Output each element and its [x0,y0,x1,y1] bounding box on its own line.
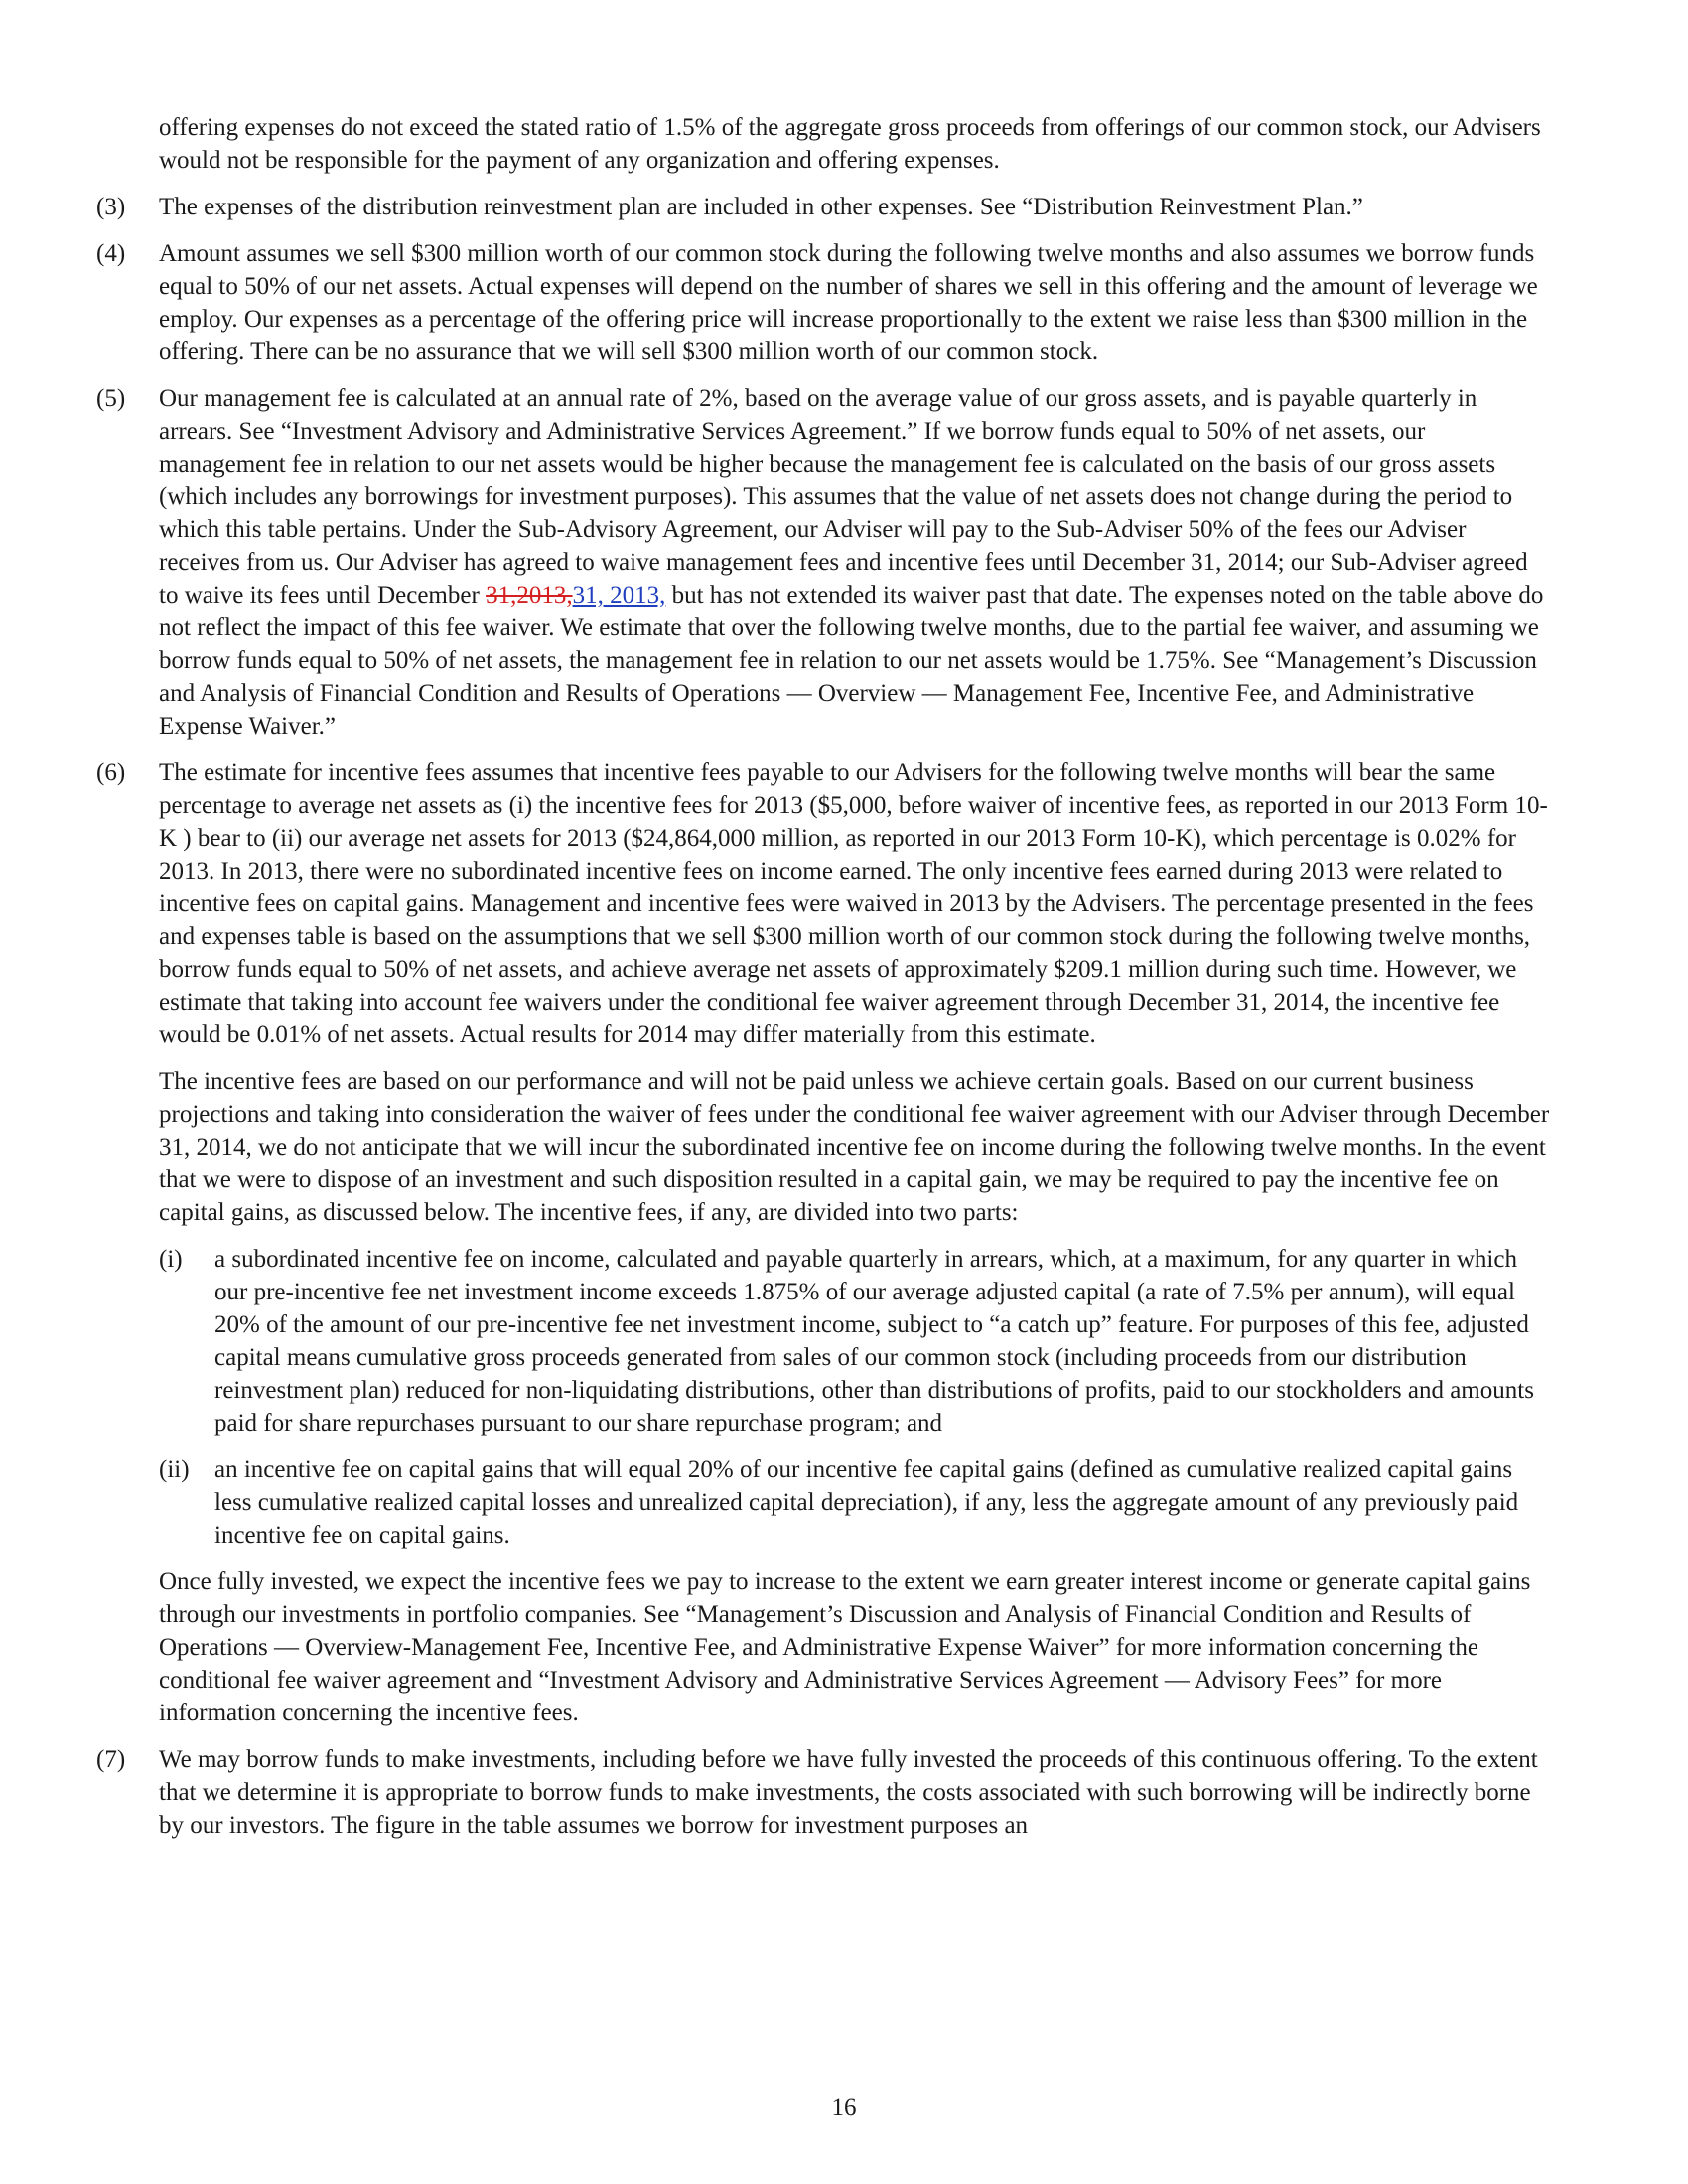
footnote-7 [96,1743,1551,1842]
footnote-3 [96,191,1551,223]
footnote-6 [96,756,1551,1051]
footnote-text-part-b: but has not extended its waiver past that date. The expenses noted on the table above do not reflect the impact of this fee waiver. We estimate that over the following twelve months, due to the partial fee waiver, and assuming we borrow funds equal to 50% of net assets, the management fee in relation to our net assets would be 1.75%. See “Management’s Discussion and Analysis of Financial Condition and Results of Operations — Overview — Management Fee, Incentive Fee, and Administrative Expense Waiver.” [159,582,1544,740]
footnote-text: We may borrow funds to make investments, including before we have fully invested the proceeds of this continuous offering. To the extent that we determine it is appropriate to borrow funds to make investments, the costs associated with such borrowing will be indirectly borne by our investors. The figure in the table assumes we borrow for investment purposes an [159,1746,1538,1839]
subitem-i [159,1243,1551,1439]
subitem-text: a subordinated incentive fee on income, calculated and payable quarterly in arrears, which, at a maximum, for any quarter in which our pre-incentive fee net investment income exceeds 1.875% of our average adjusted capital (a rate of 7.5% per annum), will equal 20% of the amount of our pre-incentive fee net investment income, subject to “a catch up” feature. For purposes of this fee, adjusted capital means cumulative gross proceeds generated from sales of our common stock (including proceeds from our distribution reinvestment plan) reduced for non-liquidating distributions, other than distributions of profits, paid to our stockholders and amounts paid for share repurchases pursuant to our share repurchase program; and [214,1246,1534,1436]
footnote-number: (6) [96,759,126,786]
footnote-text: The expenses of the distribution reinvestment plan are included in other expenses. See “Distribution Reinvestment Plan.” [159,194,1363,220]
footnote-number: (5) [96,385,126,412]
footnote-text: The estimate for incentive fees assumes that incentive fees payable to our Advisers for the following twelve months will bear the same percentage to average net assets as (i) the incentive fees for 2013 ($5,000, before waiver of incentive fees, as reported in our 2013 Form 10-K ) bear to (ii) our average net assets for 2013 ($24,864,000 million, as reported in our 2013 Form 10-K), which percentage is 0.02% for 2013. In 2013, there were no subordinated incentive fees on income earned. The only incentive fees earned during 2013 were related to incentive fees on capital gains. Management and incentive fees were waived in 2013 by the Advisers. The percentage presented in the fees and expenses table is based on the assumptions that we sell $300 million worth of our common stock during the following twelve months, borrow funds equal to 50% of net assets, and achieve average net assets of approximately $209.1 million during such time. However, we estimate that taking into account fee waivers under the conditional fee waiver agreement through December 31, 2014, the incentive fee would be 0.01% of net assets. Actual results for 2014 may differ materially from this estimate. [159,759,1548,1048]
footnote-number: (7) [96,1746,126,1773]
footnote-text-part-a: Our management fee is calculated at an annual rate of 2%, based on the average value of our gross assets, and is payable quarterly in arrears. See “Investment Advisory and Administrative Services Agreement.” If we borrow funds equal to 50% of net assets, our management fee in relation to our net assets would be higher because the management fee is calculated on the basis of our gross assets (which includes any borrowings for investment purposes). This assumes that the value of net assets does not change during the period to which this table pertains. Under the Sub-Advisory Agreement, our Adviser will pay to the Sub-Adviser 50% of the fees our Adviser receives from us. Our Adviser has agreed to waive management fees and incentive fees until December 31, 2014; our Sub-Adviser agreed to waive its fees until December [159,385,1528,609]
subitem-ii [159,1453,1551,1552]
footnote-5 [96,382,1551,743]
footnote-4 [96,237,1551,368]
footnote-text: Amount assumes we sell $300 million worth of our common stock during the following twelve months and also assumes we borrow funds equal to 50% of our net assets. Actual expenses will depend on the number of shares we sell in this offering and the amount of leverage we employ. Our expenses as a percentage of the offering price will increase proportionally to the extent we raise less than $300 million in the offering. There can be no assurance that we will sell $300 million worth of our common stock. [159,240,1538,365]
document-page [96,111,1551,1855]
page-number: 16 [831,2094,857,2120]
footnote-number: (4) [96,240,126,267]
subitem-number: (i) [159,1246,183,1273]
deleted-revision-text: 31,2013, [486,582,573,609]
inserted-revision-text: 31, 2013, [572,582,666,609]
subitem-text: an incentive fee on capital gains that will equal 20% of our incentive fee capital gains (defined as cumulative realized capital gains less cumulative realized capital losses and unrealized capital depreciation), if any, less the aggregate amount of any previously paid incentive fee on capital gains. [214,1456,1519,1549]
fully-invested-paragraph: Once fully invested, we expect the incentive fees we pay to increase to the extent we earn greater interest income or generate capital gains through our investments in portfolio companies. See “Management’s Discussion and Analysis of Financial Condition and Results of Operations — Overview-Management Fee, Incentive Fee, and Administrative Expense Waiver” for more information concerning the conditional fee waiver agreement and “Investment Advisory and Administrative Services Agreement — Advisory Fees” for more information concerning the incentive fees. [159,1569,1531,1726]
footnote-number: (3) [96,194,126,220]
subitem-number: (ii) [159,1456,190,1483]
footnote-text [159,382,1551,743]
continuation-paragraph: offering expenses do not exceed the stated ratio of 1.5% of the aggregate gross proceeds from offerings of our common stock, our Advisers would not be responsible for the payment of any organization and offering expenses. [159,114,1541,174]
incentive-fees-paragraph: The incentive fees are based on our performance and will not be paid unless we achieve certain goals. Based on our current business projections and taking into consideration the waiver of fees under the conditional fee waiver agreement with our Adviser through December 31, 2014, we do not anticipate that we will incur the subordinated incentive fee on income during the following twelve months. In the event that we were to dispose of an investment and such disposition resulted in a capital gain, we may be required to pay the incentive fee on capital gains, as discussed below. The incentive fees, if any, are divided into two parts: [159,1068,1550,1226]
